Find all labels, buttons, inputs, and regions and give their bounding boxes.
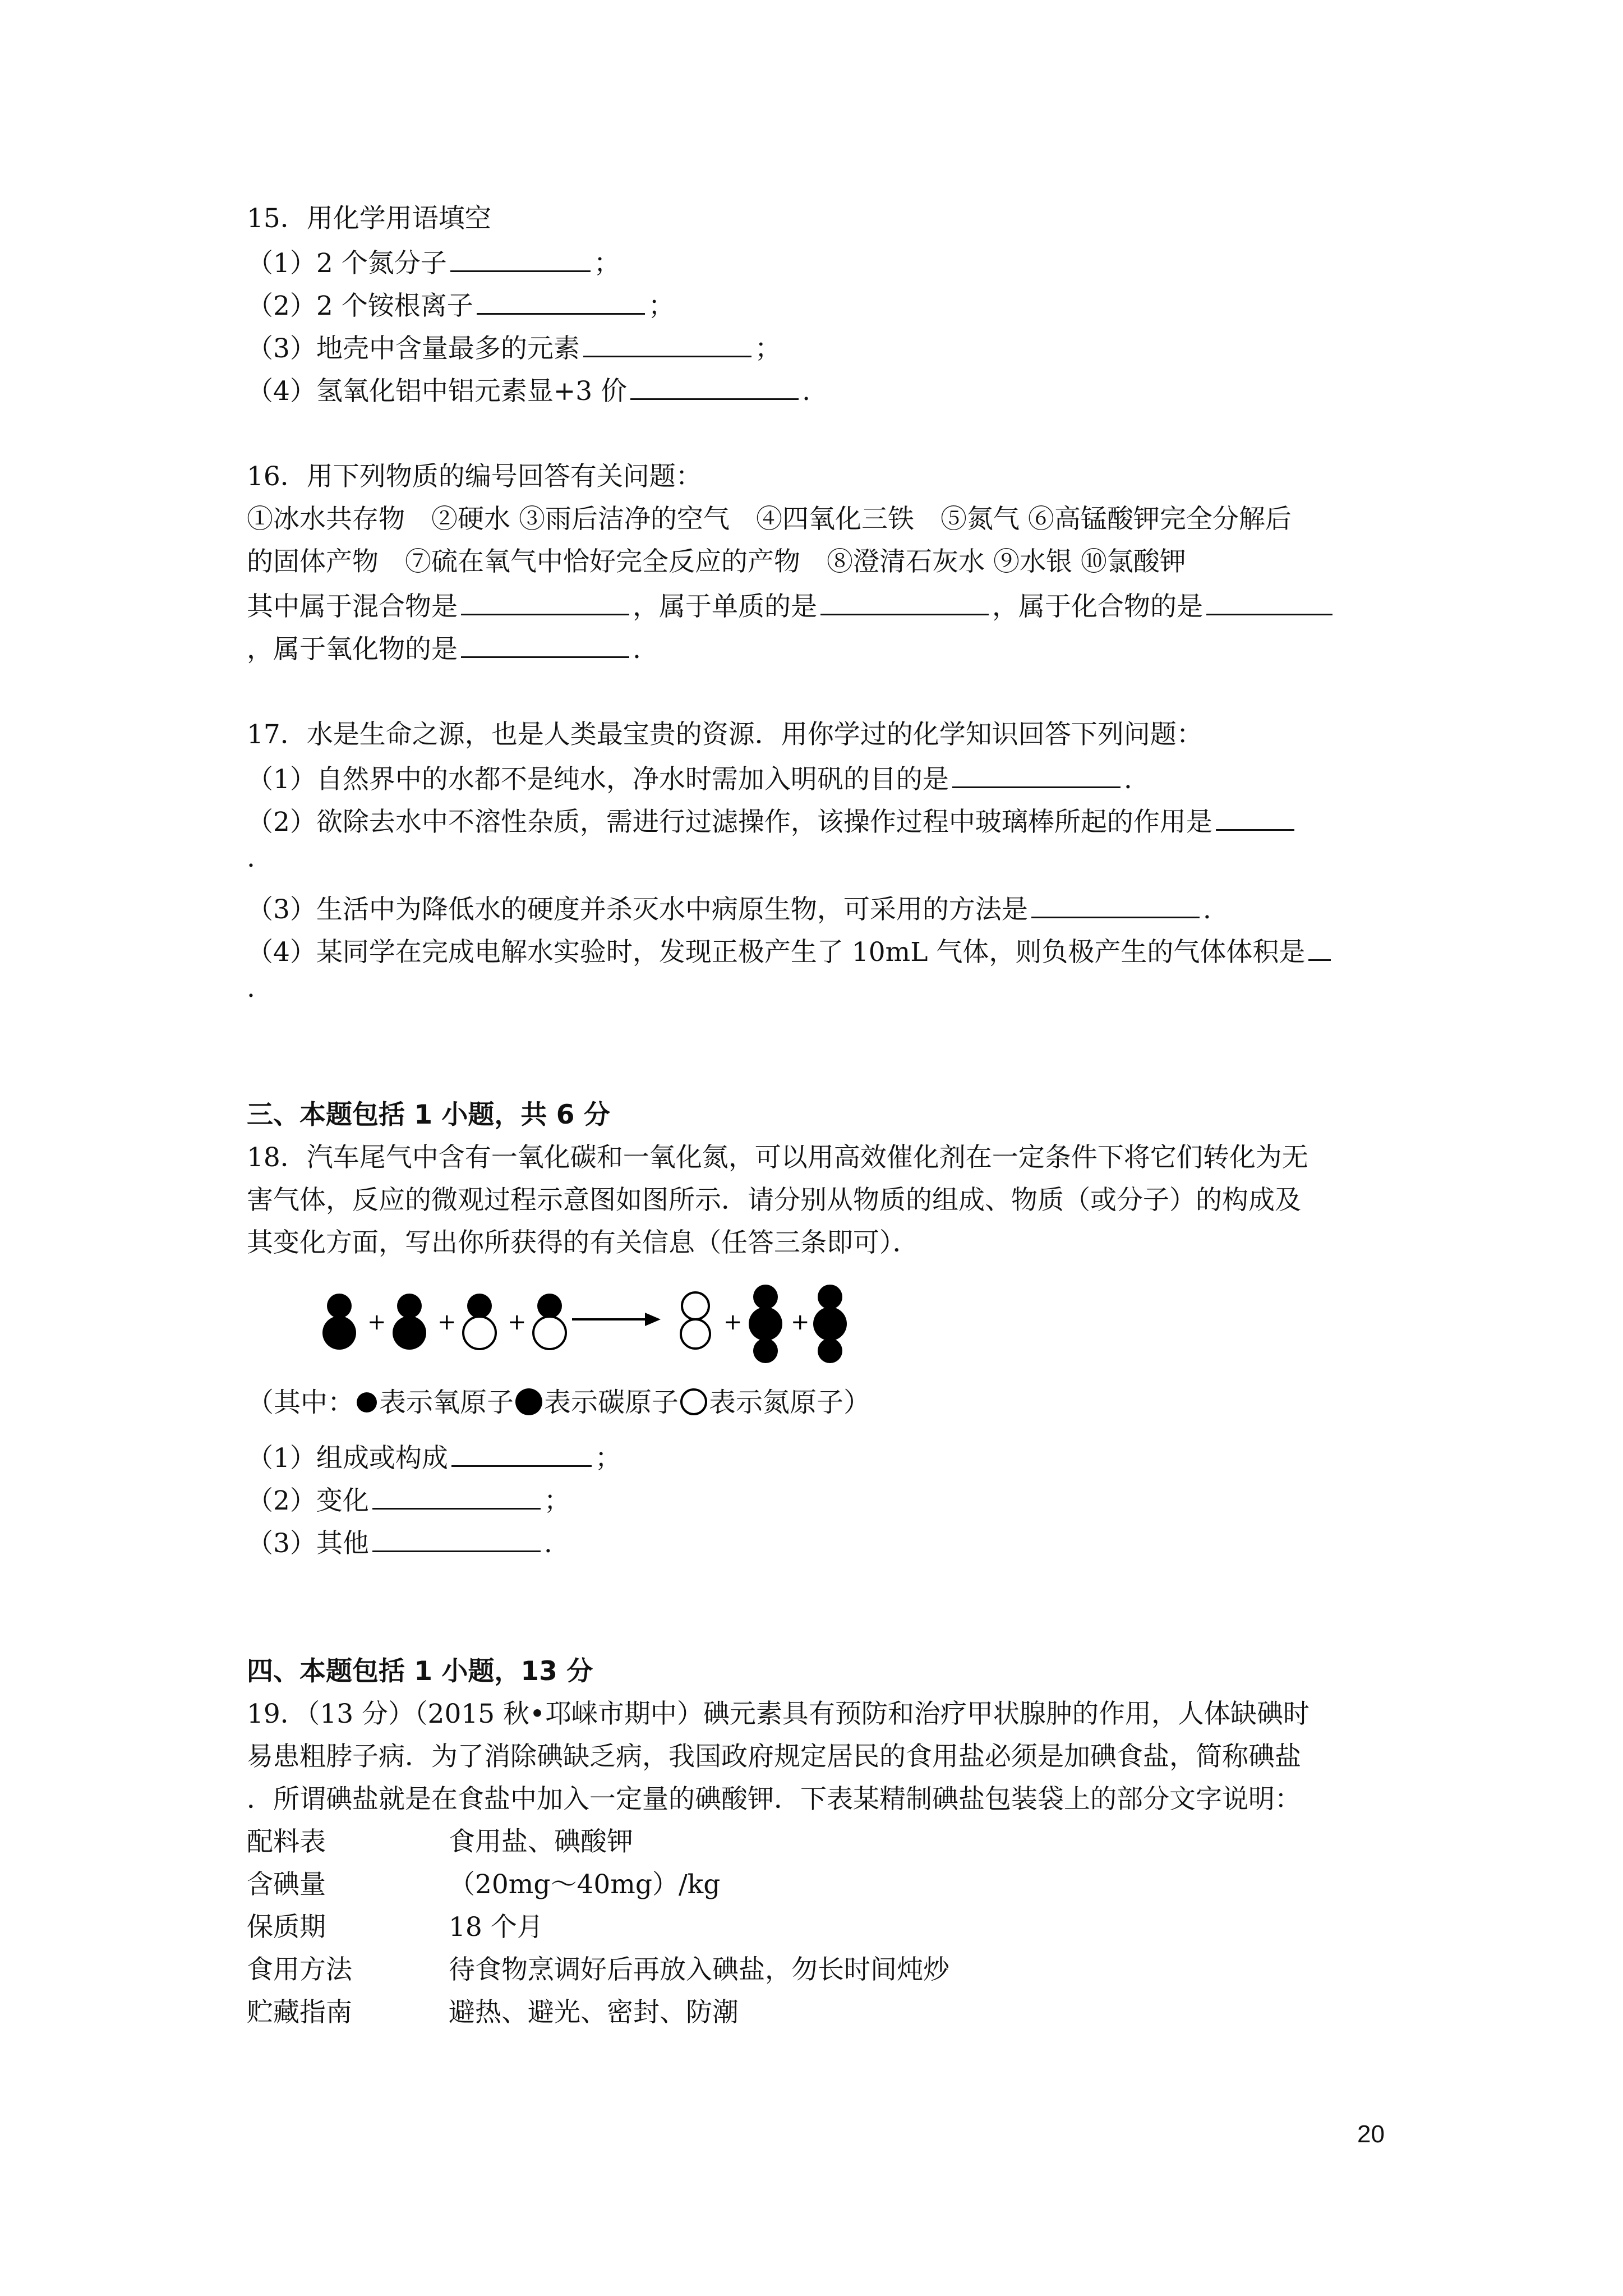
q18-answer-2: （2）变化 ；	[247, 1482, 570, 1518]
q17-item-1: （1）自然界中的水都不是纯水，净水时需加入明矾的目的是 .	[247, 761, 1132, 797]
answer-blank[interactable]	[1206, 588, 1332, 615]
q18-line-2: 害气体，反应的微观过程示意图如图所示．请分别从物质的组成、物质（或分子）的构成及	[247, 1185, 1301, 1216]
answer-blank[interactable]	[451, 1439, 592, 1467]
table-value: （20mg～40mg）/kg	[449, 1869, 721, 1900]
q17-title: 17．水是生命之源，也是人类最宝贵的资源．用你学过的化学知识回答下列问题：	[247, 719, 1203, 750]
answer-blank[interactable]	[820, 588, 989, 615]
answer-blank[interactable]	[372, 1525, 541, 1552]
q17-item-2-dot: .	[247, 843, 255, 873]
table-key: 食用方法	[247, 1954, 352, 1985]
q17-item-4-dot: .	[247, 973, 255, 1004]
answer-blank[interactable]	[477, 287, 645, 315]
answer-blank[interactable]	[583, 330, 751, 357]
table-key: 配料表	[247, 1826, 326, 1857]
table-value: 食用盐、碘酸钾	[449, 1826, 633, 1857]
q15-title: 15．用化学用语填空	[247, 203, 491, 234]
co-molecule-1	[322, 1294, 356, 1350]
table-value: 18 个月	[449, 1912, 543, 1943]
q18-line-3: 其变化方面，写出你所获得的有关信息（任答三条即可）．	[247, 1227, 919, 1258]
q15-item-2: （2）2 个铵根离子 ；	[247, 287, 675, 323]
table-key: 贮藏指南	[247, 1997, 352, 2028]
section-3-heading: 三、本题包括 1 小题，共 6 分	[247, 1099, 610, 1130]
no-molecule-2	[533, 1294, 566, 1349]
answer-blank[interactable]	[450, 245, 591, 272]
q17-item-2: （2）欲除去水中不溶性杂质，需进行过滤操作，该操作过程中玻璃棒所起的作用是	[247, 803, 1298, 839]
carbon-atom-icon	[514, 1387, 544, 1417]
q16-prompt: 其中属于混合物是 ，属于单质的是 ，属于化合物的是	[247, 588, 1336, 624]
q18-answer-3: （3）其他 .	[247, 1525, 552, 1561]
co-molecule-2	[393, 1294, 426, 1350]
co2-molecule-1	[749, 1285, 782, 1363]
plus-sign: +	[508, 1309, 527, 1335]
n2-molecule	[681, 1292, 710, 1349]
answer-blank[interactable]	[630, 372, 799, 400]
q16-options-line-2: 的固体产物 ⑦硫在氧气中恰好完全反应的产物 ⑧澄清石灰水 ⑨水银 ⑩氯酸钾	[247, 546, 1186, 577]
q15-item-3: （3）地壳中含量最多的元素 ；	[247, 330, 781, 366]
q17-item-4: （4）某同学在完成电解水实验时，发现正极产生了 10mL 气体，则负极产生的气体体积是	[247, 933, 1334, 969]
oxygen-atom-icon	[354, 1390, 379, 1415]
co2-molecule-2	[813, 1285, 847, 1363]
q18-line-1: 18．汽车尾气中含有一氧化碳和一氧化氮，可以用高效催化剂在一定条件下将它们转化为无	[247, 1142, 1308, 1173]
q16-prompt-cont: ，属于氧化物的是 .	[247, 631, 641, 666]
q19-line-1: 19．（13 分）（2015 秋•邛崃市期中）碘元素具有预防和治疗甲状腺肿的作用，人体缺碘时	[247, 1699, 1310, 1729]
answer-blank[interactable]	[1031, 891, 1200, 918]
q15-item-4: （4）氢氧化铝中铝元素显+3 价 .	[247, 372, 810, 408]
table-key: 含碘量	[247, 1869, 326, 1900]
plus-sign: +	[791, 1309, 810, 1335]
q16-options-line-1: ①冰水共存物 ②硬水 ③雨后洁净的空气 ④四氧化三铁 ⑤氮气 ⑥高锰酸钾完全分解后	[247, 504, 1292, 535]
answer-blank[interactable]	[461, 631, 629, 658]
section-4-heading: 四、本题包括 1 小题，13 分	[247, 1656, 593, 1687]
page-number: 20	[1357, 2120, 1385, 2148]
q19-line-2: 易患粗脖子病．为了消除碘缺乏病，我国政府规定居民的食用盐必须是加碘食盐，简称碘盐	[247, 1741, 1301, 1772]
answer-blank[interactable]	[952, 761, 1121, 788]
table-value: 待食物烹调好后再放入碘盐，勿长时间炖炒	[449, 1954, 949, 1985]
answer-blank[interactable]	[1216, 803, 1294, 831]
plus-sign: +	[367, 1309, 386, 1335]
reaction-arrow	[572, 1313, 661, 1326]
table-value: 避热、避光、密封、防潮	[449, 1997, 739, 2028]
q17-item-3: （3）生活中为降低水的硬度并杀灭水中病原生物，可采用的方法是 .	[247, 891, 1211, 927]
table-key: 保质期	[247, 1912, 326, 1943]
q19-line-3: ．所谓碘盐就是在食盐中加入一定量的碘酸钾．下表某精制碘盐包装袋上的部分文字说明：	[247, 1784, 1301, 1815]
plus-sign: +	[723, 1309, 743, 1335]
q16-title: 16．用下列物质的编号回答有关问题：	[247, 461, 702, 492]
diagram-legend: （其中： 表示氧原子 表示碳原子 表示氮原子）	[247, 1387, 871, 1418]
q18-answer-1: （1）组成或构成 ；	[247, 1439, 621, 1475]
nitrogen-atom-icon	[679, 1387, 709, 1417]
plus-sign: +	[437, 1309, 457, 1335]
q15-item-1: （1）2 个氮分子 ；	[247, 245, 620, 280]
answer-blank[interactable]	[372, 1482, 541, 1510]
answer-blank[interactable]	[461, 588, 629, 615]
no-molecule-1	[463, 1294, 496, 1349]
answer-blank[interactable]	[1308, 933, 1331, 961]
